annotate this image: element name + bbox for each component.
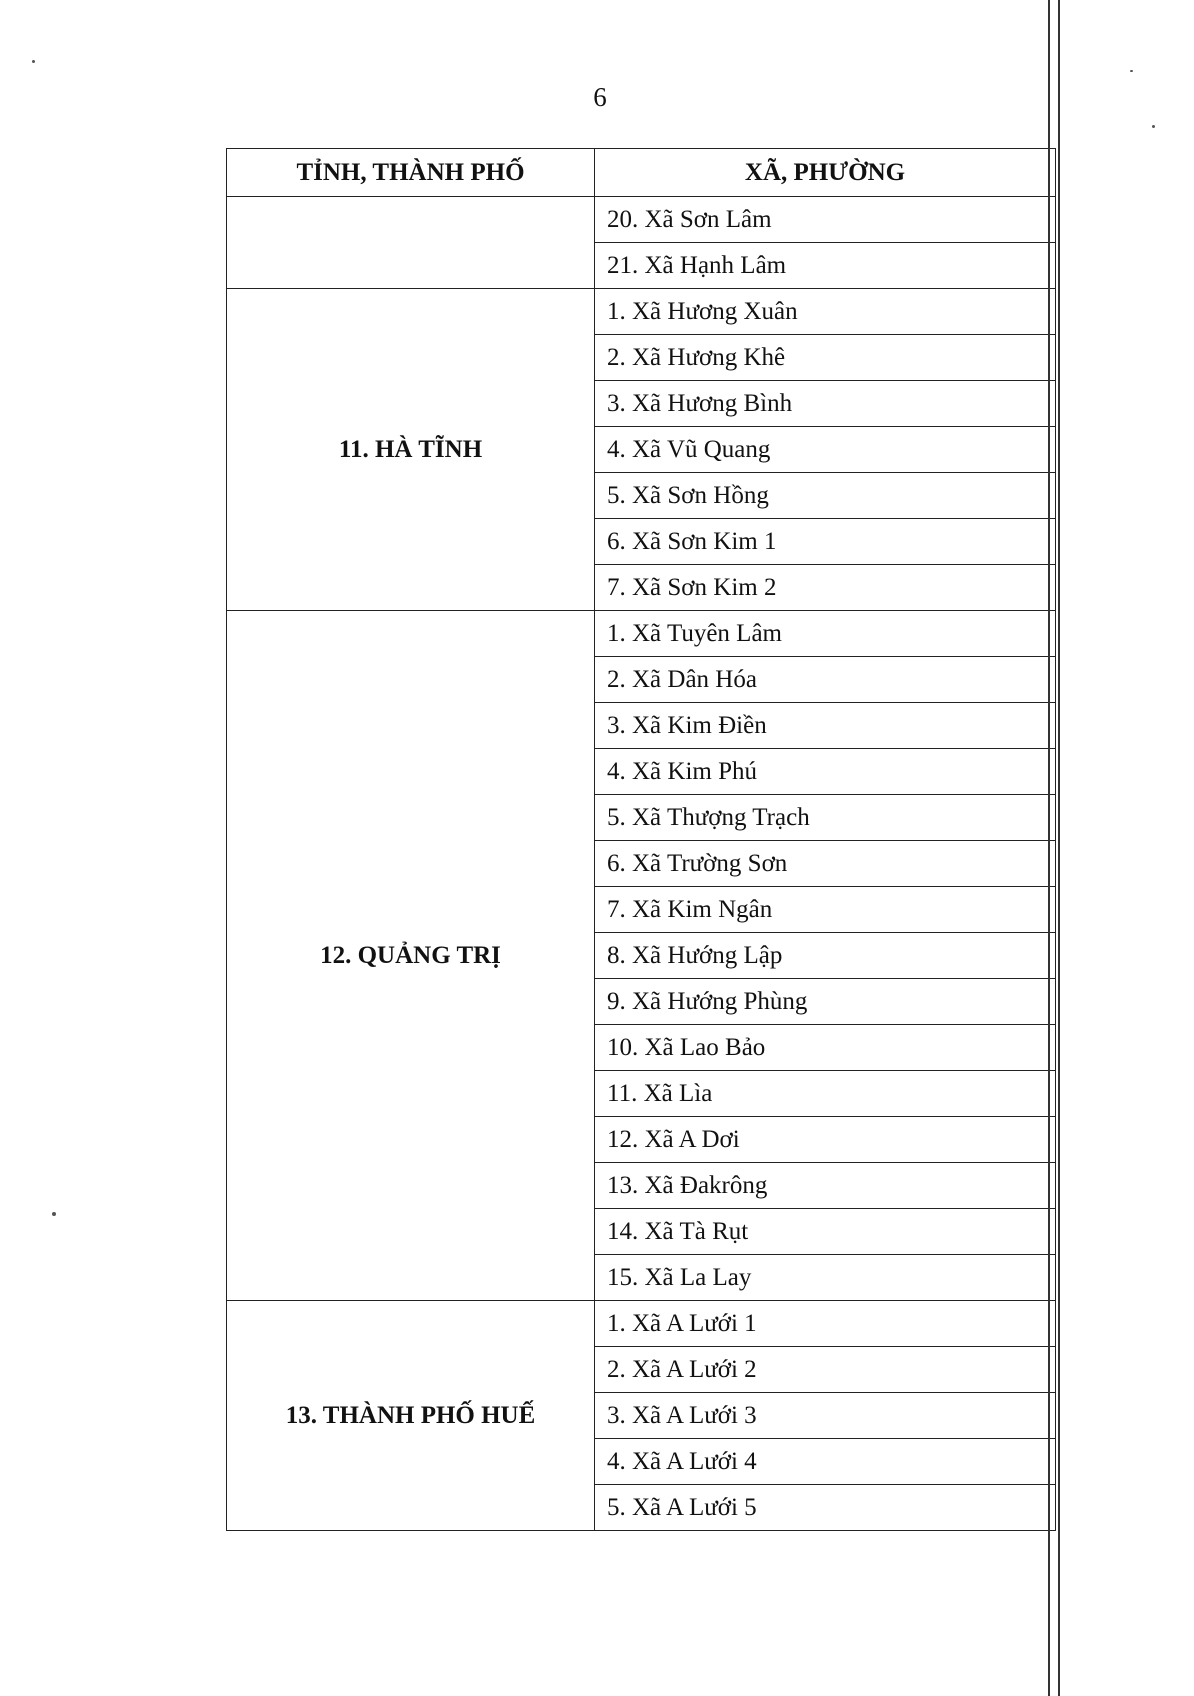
table-row [227, 197, 1056, 243]
commune-cell: 2. Xã Hương Khê [595, 335, 1056, 381]
commune-cell: 7. Xã Kim Ngân [595, 887, 1056, 933]
commune-cell: 5. Xã Sơn Hồng [595, 473, 1056, 519]
commune-cell: 4. Xã A Lưới 4 [595, 1439, 1056, 1485]
province-cell: 12. QUẢNG TRỊ [227, 611, 595, 1301]
commune-cell: 14. Xã Tà Rụt [595, 1209, 1056, 1255]
commune-cell: 1. Xã Tuyên Lâm [595, 611, 1056, 657]
commune-cell: 7. Xã Sơn Kim 2 [595, 565, 1056, 611]
commune-cell: 4. Xã Kim Phú [595, 749, 1056, 795]
province-cell: 13. THÀNH PHỐ HUẾ [227, 1301, 595, 1531]
commune-cell: 13. Xã Đakrông [595, 1163, 1056, 1209]
scan-speck [32, 60, 35, 63]
table-row [227, 1301, 1056, 1347]
commune-cell: 20. Xã Sơn Lâm [595, 197, 1056, 243]
commune-cell: 3. Xã Hương Bình [595, 381, 1056, 427]
commune-cell: 6. Xã Trường Sơn [595, 841, 1056, 887]
table-header-row [227, 149, 1056, 197]
scan-speck [52, 1212, 56, 1216]
commune-cell: 12. Xã A Dơi [595, 1117, 1056, 1163]
province-column-header: TỈNH, THÀNH PHỐ [227, 149, 595, 197]
commune-cell: 3. Xã A Lưới 3 [595, 1393, 1056, 1439]
table-row [227, 611, 1056, 657]
commune-cell: 11. Xã Lìa [595, 1071, 1056, 1117]
commune-cell: 1. Xã Hương Xuân [595, 289, 1056, 335]
scan-binding-line [1048, 0, 1050, 1696]
commune-cell: 10. Xã Lao Bảo [595, 1025, 1056, 1071]
commune-column-header: XÃ, PHƯỜNG [595, 149, 1056, 197]
commune-cell: 15. Xã La Lay [595, 1255, 1056, 1301]
table-row [227, 289, 1056, 335]
province-cell [227, 197, 595, 289]
province-cell: 11. HÀ TĨNH [227, 289, 595, 611]
commune-cell: 9. Xã Hướng Phùng [595, 979, 1056, 1025]
commune-cell: 6. Xã Sơn Kim 1 [595, 519, 1056, 565]
page-number: 6 [593, 82, 607, 112]
scan-speck [1130, 70, 1133, 72]
commune-cell: 5. Xã Thượng Trạch [595, 795, 1056, 841]
commune-table [226, 148, 1056, 1531]
commune-cell: 8. Xã Hướng Lập [595, 933, 1056, 979]
commune-cell: 2. Xã A Lưới 2 [595, 1347, 1056, 1393]
commune-cell: 5. Xã A Lưới 5 [595, 1485, 1056, 1531]
commune-cell: 3. Xã Kim Điền [595, 703, 1056, 749]
table-body [227, 197, 1056, 1531]
commune-cell: 21. Xã Hạnh Lâm [595, 243, 1056, 289]
commune-cell: 1. Xã A Lưới 1 [595, 1301, 1056, 1347]
scan-speck [1152, 125, 1155, 128]
scan-binding-line [1058, 0, 1060, 1696]
commune-cell: 4. Xã Vũ Quang [595, 427, 1056, 473]
commune-cell: 2. Xã Dân Hóa [595, 657, 1056, 703]
